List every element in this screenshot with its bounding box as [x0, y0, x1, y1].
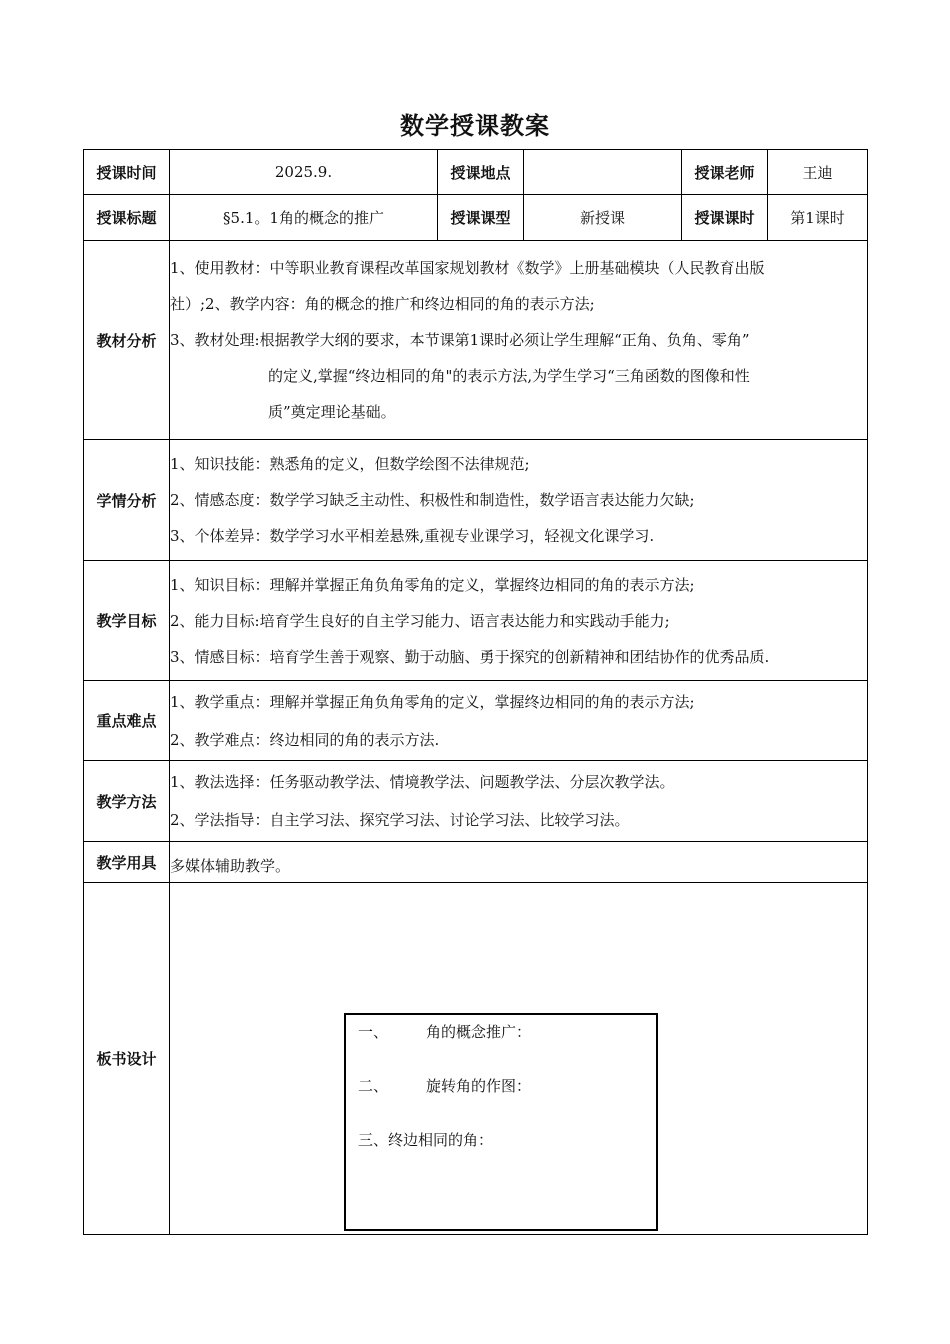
- period-label: 授课课时: [682, 195, 768, 241]
- header-row-topic: [84, 195, 868, 241]
- students-label: 学情分析: [84, 440, 170, 561]
- lesson-plan-table: [83, 149, 868, 1235]
- topic-value: §5.1。1角的概念的推广: [170, 195, 438, 241]
- keypoints-line-2: 2、教学难点：终边相同的角的表示方法.: [170, 730, 440, 749]
- material-content: [170, 241, 868, 440]
- material-line-1: 1、使用教材：中等职业教育课程改革国家规划教材《数学》上册基础模块（人民教育出版: [170, 259, 765, 277]
- goals-line-3: 3、情感目标：培育学生善于观察、勤于动脑、勇于探究的创新精神和团结协作的优秀品质.: [170, 647, 770, 666]
- tools-label: 教学用具: [84, 842, 170, 883]
- board-item-1-text: 角的概念推广：: [426, 1023, 532, 1041]
- board-label: 板书设计: [84, 883, 170, 1235]
- board-row: [84, 883, 868, 1235]
- students-line-3: 3、个体差异：数学学习水平相差悬殊,重视专业课学习，轻视文化课学习.: [170, 527, 655, 545]
- topic-label: 授课标题: [84, 195, 170, 241]
- board-design-box: [344, 1013, 658, 1231]
- place-value: [524, 150, 682, 195]
- teacher-label: 授课老师: [682, 150, 768, 195]
- students-line-1: 1、知识技能：熟悉角的定义，但数学绘图不法律规范;: [170, 455, 530, 473]
- material-label: 教材分析: [84, 241, 170, 440]
- goals-line-2: 2、能力目标:培育学生良好的自主学习能力、语言表达能力和实践动手能力;: [170, 611, 670, 630]
- students-line-2: 2、情感态度：数学学习缺乏主动性、积极性和制造性，数学语言表达能力欠缺;: [170, 491, 695, 509]
- type-label: 授课课型: [438, 195, 524, 241]
- header-row-time: [84, 150, 868, 195]
- keypoints-label: 重点难点: [84, 681, 170, 761]
- board-item-2-text: 旋转角的作图：: [426, 1077, 532, 1095]
- material-line-4: 的定义,掌握“终边相同的角"的表示方法,为学生学习“三角函数的图像和性: [268, 367, 750, 385]
- material-line-2: 社）;2、教学内容：角的概念的推广和终边相同的角的表示方法;: [170, 295, 595, 313]
- board-item-2-number: 二、: [358, 1077, 389, 1095]
- methods-line-1: 1、教法选择：任务驱动教学法、情境教学法、问题教学法、分层次教学法。: [170, 773, 675, 791]
- time-label: 授课时间: [84, 150, 170, 195]
- methods-row: [84, 761, 868, 842]
- board-item-1-number: 一、: [358, 1023, 389, 1041]
- keypoints-line-1: 1、教学重点：理解并掌握正角负角零角的定义，掌握终边相同的角的表示方法;: [170, 692, 695, 711]
- material-line-3: 3、教材处理:根据教学大纲的要求，本节课第1课时必须让学生理解“正角、负角、零角”: [170, 331, 750, 349]
- material-line-5: 质”奠定理论基础。: [268, 403, 396, 421]
- page-title: 数学授课教案: [400, 112, 550, 140]
- material-row: [84, 241, 868, 440]
- place-label: 授课地点: [438, 150, 524, 195]
- methods-content: [170, 761, 868, 842]
- board-item-2: [358, 1075, 531, 1096]
- type-value: 新授课: [524, 195, 682, 241]
- keypoints-row: [84, 681, 868, 761]
- tools-content: [170, 842, 868, 883]
- time-value: 2025.9.: [170, 150, 438, 195]
- tools-line: 多媒体辅助教学。: [170, 856, 291, 875]
- board-item-1: [358, 1021, 531, 1042]
- board-cell: [170, 883, 868, 1235]
- goals-line-1: 1、知识目标：理解并掌握正角负角零角的定义，掌握终边相同的角的表示方法;: [170, 575, 695, 594]
- tools-row: [84, 842, 868, 883]
- period-value: 第1课时: [768, 195, 868, 241]
- students-row: [84, 440, 868, 561]
- teacher-value: 王迪: [768, 150, 868, 195]
- goals-label: 教学目标: [84, 561, 170, 681]
- students-content: [170, 440, 868, 561]
- methods-label: 教学方法: [84, 761, 170, 842]
- board-item-3-text: 三、终边相同的角：: [358, 1131, 494, 1149]
- keypoints-content: [170, 681, 868, 761]
- methods-line-2: 2、学法指导：自主学习法、探究学习法、讨论学习法、比较学习法。: [170, 811, 630, 829]
- goals-row: [84, 561, 868, 681]
- board-item-3: [358, 1129, 493, 1150]
- goals-content: [170, 561, 868, 681]
